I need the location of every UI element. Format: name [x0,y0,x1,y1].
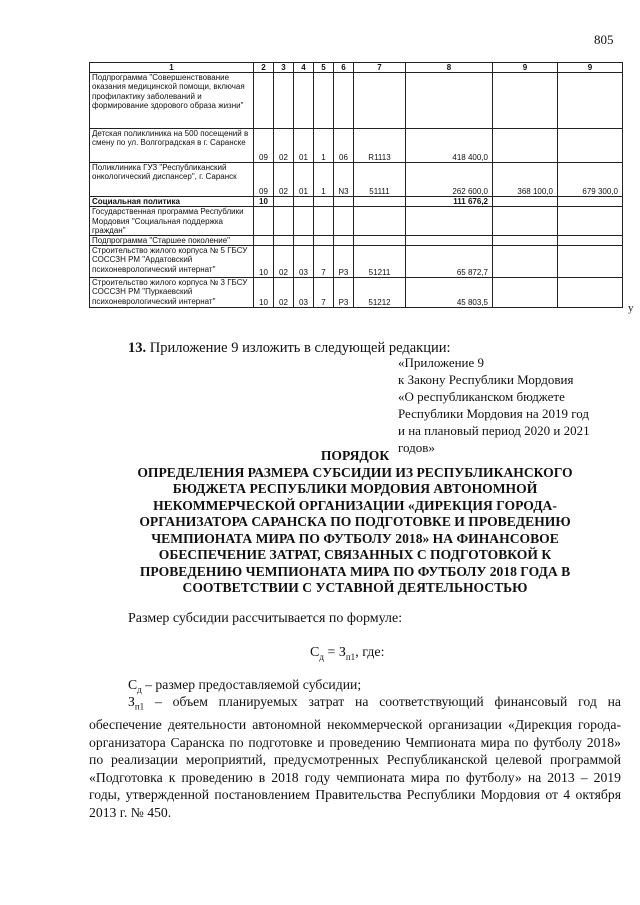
header-cell: 5 [314,63,334,73]
cell-c3 [274,197,294,207]
cell-c8 [406,207,493,236]
cell-c8: 65 872,7 [406,246,493,278]
cell-c6 [334,73,354,129]
cell-c7 [354,235,406,245]
cell-c4: 01 [294,129,314,163]
cell-c7 [354,73,406,129]
appendix-line: годов» [398,440,435,455]
table-row [90,235,623,245]
cell-c9 [493,73,558,129]
title-line: ОРГАНИЗАТОРА САРАНСКА ПО ПОДГОТОВКЕ И ПРОВЕДЕНИЮ [139,514,571,529]
header-cell: 3 [274,63,294,73]
cell-c7: 51212 [354,278,406,308]
cell-c3: 02 [274,246,294,278]
cell-c4 [294,73,314,129]
cell-c5 [314,197,334,207]
header-cell: 9 [493,63,558,73]
def-symbol: З [128,694,135,709]
cell-c9 [493,246,558,278]
document-title [89,448,621,597]
cell-c7: R1113 [354,129,406,163]
table-row [90,129,623,163]
table-row [90,73,623,129]
cell-c2: 10 [254,246,274,278]
amendment-number: 13. [128,340,147,356]
cell-c4 [294,235,314,245]
def-text: – размер предоставляемой субсидии; [141,677,362,692]
table-row [90,278,623,308]
cell-c6 [334,235,354,245]
cell-c6 [334,207,354,236]
cell-c7: 51111 [354,163,406,197]
cell-c6: 06 [334,129,354,163]
cell-c9 [493,197,558,207]
cell-c5 [314,207,334,236]
cell-c7 [354,197,406,207]
margin-mark: у [628,302,634,314]
row-name: Строительство жилого корпуса № 5 ГБСУ СОССЗН РМ "Ардатовский психоневрологический интернат" [90,246,254,278]
cell-c9 [493,207,558,236]
budget-table [89,62,623,308]
cell-c2 [254,73,274,129]
cell-c2: 10 [254,278,274,308]
cell-c10 [558,278,623,308]
cell-c10 [558,207,623,236]
title-line: БЮДЖЕТА РЕСПУБЛИКИ МОРДОВИЯ АВТОНОМНОЙ [172,481,538,496]
cell-c10 [558,246,623,278]
cell-c5: 1 [314,163,334,197]
page-number: 805 [594,32,614,47]
header-cell: 9 [558,63,623,73]
def-subscript: д [137,684,142,695]
cell-c7 [354,207,406,236]
header-cell: 6 [334,63,354,73]
cell-c2: 09 [254,129,274,163]
cell-c2 [254,235,274,245]
header-cell: 2 [254,63,274,73]
row-name: Детская поликлиника на 500 посещений в смену по ул. Волгоградская в г. Саранске [90,129,254,163]
cell-c3 [274,73,294,129]
title-line: ЧЕМПИОНАТА МИРА ПО ФУТБОЛУ 2018» НА ФИНАНСОВОЕ [151,530,559,546]
formula-sub-p1: п1 [345,651,356,662]
appendix-header [398,354,623,456]
cell-c9 [493,278,558,308]
appendix-line: «Приложение 9 [398,355,485,370]
cell-c8: 45 803,5 [406,278,493,308]
cell-c6: P3 [334,246,354,278]
header-cell: 7 [354,63,406,73]
cell-c5: 7 [314,278,334,308]
cell-c7: 51211 [354,246,406,278]
cell-c9 [493,129,558,163]
formula-equals: = З [323,645,346,660]
row-name: Государственная программа Республики Мордовия "Социальная поддержка граждан" [90,207,254,236]
title-line: ОПРЕДЕЛЕНИЯ РАЗМЕРА СУБСИДИИ ИЗ РЕСПУБЛИКАНСКОГО [137,464,573,480]
def-subscript: п1 [134,701,145,712]
row-name: Подпрограмма "Старшее поколение" [90,235,254,245]
cell-c5 [314,235,334,245]
appendix-line: и на плановый период 2020 и 2021 [398,423,590,438]
cell-c10 [558,73,623,129]
cell-c4: 01 [294,163,314,197]
cell-c4: 03 [294,246,314,278]
appendix-line: к Закону Республики Мордовия [398,372,574,387]
formula-intro: Размер субсидии рассчитывается по формуле: [128,611,403,626]
cell-c6: N3 [334,163,354,197]
cell-c3 [274,207,294,236]
cell-c4 [294,207,314,236]
cell-c8 [406,73,493,129]
cell-c3: 02 [274,129,294,163]
cell-c8 [406,235,493,245]
row-name: Социальная политика [90,197,254,207]
cell-c2: 09 [254,163,274,197]
formula [310,645,384,662]
cell-c5: 1 [314,129,334,163]
cell-c5: 7 [314,246,334,278]
row-name: Строительство жилого корпуса № 3 ГБСУ СОССЗН РМ "Пуркаевский психоневрологический интернат" [90,278,254,308]
title-line: НЕКОММЕРЧЕСКОЙ ОРГАНИЗАЦИИ «ДИРЕКЦИЯ ГОРОДА- [153,497,557,513]
header-cell: 4 [294,63,314,73]
def-symbol: С [128,677,138,692]
cell-c9 [493,235,558,245]
cell-c3: 02 [274,163,294,197]
table-header-row [90,63,623,73]
cell-c6: P3 [334,278,354,308]
formula-symbol-c: С [310,645,320,660]
table-row [90,207,623,236]
title-line: СООТВЕТСТВИИ С УСТАВНОЙ ДЕЯТЕЛЬНОСТЬЮ [182,580,528,595]
cell-c10: 679 300,0 [558,163,623,197]
table-row [90,246,623,278]
cell-c3: 02 [274,278,294,308]
title-line: ПРОВЕДЕНИЮ ЧЕМПИОНАТА МИРА ПО ФУТБОЛУ 2018 ГОДА В [139,563,571,579]
header-cell: 8 [406,63,493,73]
cell-c10 [558,129,623,163]
cell-c4 [294,197,314,207]
table-row [90,197,623,207]
cell-c8: 111 676,2 [406,197,493,207]
cell-c8: 262 600,0 [406,163,493,197]
cell-c2: 10 [254,197,274,207]
row-name: Подпрограмма "Совершенствование оказания медицинской помощи, включая профилактику заболеваний и формирование здорового образа жизни" [90,73,254,129]
appendix-line: Республики Мордовия на 2019 год [398,406,589,421]
cell-c8: 418 400,0 [406,129,493,163]
cell-c3 [274,235,294,245]
cell-c9: 368 100,0 [493,163,558,197]
amendment-text: Приложение 9 изложить в следующей редакции: [146,340,451,356]
cell-c6 [334,197,354,207]
cell-c5 [314,73,334,129]
formula-sub-d: д [319,651,324,662]
title-line: ОБЕСПЕЧЕНИЕ ЗАТРАТ, СВЯЗАННЫХ С ПОДГОТОВКОЙ К [158,547,552,562]
table-row [90,163,623,197]
cell-c10 [558,197,623,207]
appendix-line: «О республиканском бюджете [398,389,565,404]
definition-paragraph [89,693,621,821]
cell-c10 [558,235,623,245]
title-line: ПОРЯДОК [320,448,390,463]
row-name: Поликлиника ГУЗ "Республиканский онкологический диспансер", г. Саранск [90,163,254,197]
formula-tail: , где: [355,645,385,660]
def-text: – объем планируемых затрат на соответствующий финансовый год на обеспечение деятельности автономной некоммерческой организации «Дирекция города-организатора Саранска по подготовке и проведению Чемпионата мира по футболу 2018» по реализации мероприятий, предусмотренных Республиканской целевой программой «Подготовка к проведению в 2018 году чемпионата мира по футболу» на 2013 – 2019 годы, утвержденной постановлением Правительства Республики Мордовия от 4 октября 2013 г. № 450. [89,694,621,820]
cell-c2 [254,207,274,236]
header-cell: 1 [90,63,254,73]
cell-c4: 03 [294,278,314,308]
